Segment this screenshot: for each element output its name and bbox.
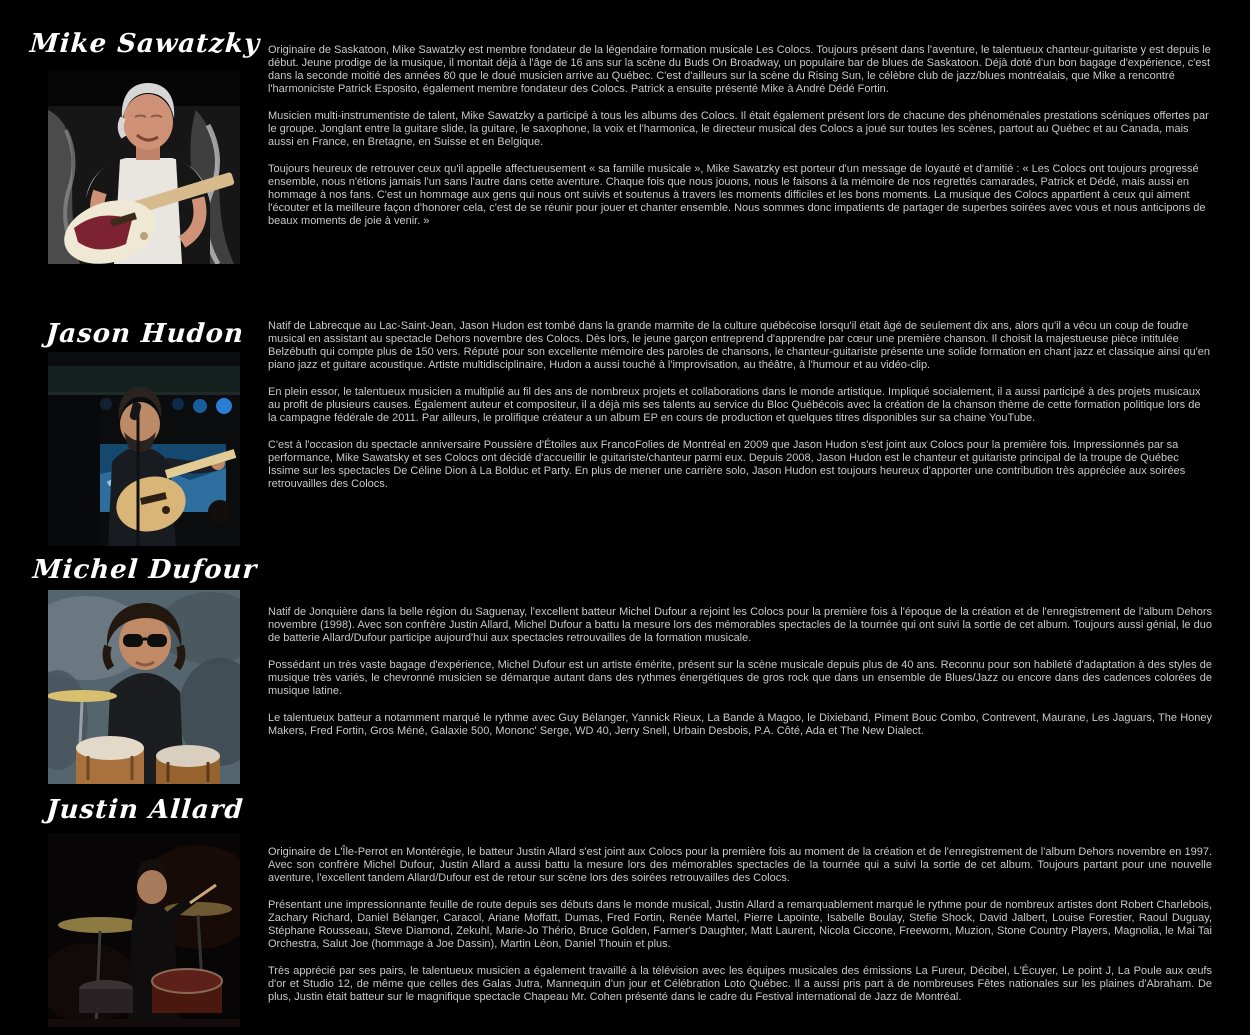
bio-paragraph: Musicien multi-instrumentiste de talent, Mike Sawatzky a participé à tous les albums des Colocs. Il était également présent lors de chacune des phénoménales prestations scéniques offertes par le groupe. Jonglant entre la guitare slide, la guitare, le saxophone, la voix et l'harmonica, le directeur musical des Colocs a joué sur toutes les scènes, partout au Québec et au Canada, mais aussi en France, en Bretagne, en Suisse et en Belgique. — [268, 110, 1209, 148]
bio-paragraph: Natif de Labrecque au Lac-Saint-Jean, Jason Hudon est tombé dans la grande marmite de la culture québécoise lorsqu'il était âgé de seulement dix ans, alors qu'il a vécu un coup de foudre musical en assistant au spectacle Dehors novembre des Colocs. Dès lors, le jeune garçon entreprend d'apprendre par cœur une première chanson. Il choisit la majestueuse pièce intitulée Belzébuth qui compte plus de 150 vers. Réputé pour son excellente mémoire des paroles de chansons, le chanteur-guitariste présente une solide formation en chant jazz et classique ainsi qu'en piano jazz et guitare acoustique. Artiste multidisciplinaire, Hudon a aussi touché à l'improvisation, au théâtre, à l'humour et au vidéo-clip. — [268, 320, 1210, 371]
bio-mike-sawatzky — [268, 44, 1212, 242]
member-name-justin-allard: Justin Allard — [45, 795, 245, 825]
bio-jason-hudon — [268, 320, 1212, 505]
bio-paragraph: Originaire de L'Île-Perrot en Montérégie, le batteur Justin Allard s'est joint aux Colocs pour la première fois au moment de la création et de l'enregistrement de l'album Dehors novembre en 1997. Avec son confrère Michel Dufour, Justin Allard a aussi battu la mesure lors des mémorables spectacles de la tournée qui a suivi la sortie de cet album. Toujours partant pour une nouvelle aventure, l'excellent tandem Allard/Dufour est de retour sur scène lors des soirées retrouvailles des Colocs. — [268, 846, 1212, 884]
justin-allard-photo — [48, 833, 240, 1027]
mike-sawatzky-photo — [48, 70, 240, 264]
bio-justin-allard — [268, 846, 1212, 1018]
jason-hudon-photo — [48, 352, 240, 546]
michel-dufour-photo — [48, 590, 240, 784]
bio-paragraph: C'est à l'occasion du spectacle anniversaire Poussière d'Étoiles aux FrancoFolies de Montréal en 2009 que Jason Hudon s'est joint aux Colocs pour la première fois. Impressionnés par sa performance, Mike Sawatsky et ses Colocs ont décidé d'accueillir le guitariste/chanteur parmi eux. Depuis 2008, Jason Hudon est le chanteur et guitariste principal de la troupe de Québec Issime sur les spectacles De Céline Dion à La Bolduc et Party. En plus de mener une carrière solo, Jason Hudon est toujours heureux d'apporter une contribution très appréciée aux soirées retrouvailles des Colocs. — [268, 439, 1186, 490]
bio-paragraph: Toujours heureux de retrouver ceux qu'il appelle affectueusement « sa famille musicale », Mike Sawatzky est porteur d'un message de loyauté et d'amitié : « Les Colocs ont toujours progressé ensemble, nous n'étions jamais l'un sans l'autre dans cette aventure. Chaque fois que nous jouons, nous le faisons à la mémoire de nos regrettés camarades, Patrick et Dédé, mais aussi en hommage à nos fans. C'est un hommage aux gens qui nous ont suivis et soutenus à travers les moments difficiles et les bons moments. La musique des Colocs appartient à ceux qui aiment l'écouter et la meilleure façon d'honorer cela, c'est de se réunir pour jouer et chanter ensemble. Nous sommes donc impatients de partager de superbes soirées avec vous et nous anticipons de beaux moments de joie à venir. » — [268, 163, 1206, 227]
bio-paragraph: Très apprécié par ses pairs, le talentueux musicien a également travaillé à la télévision avec les équipes musicales des émissions La Fureur, Décibel, L'Écuyer, Le point J, La Poule aux œufs d'or et Studio 12, de même que celles des Galas Jutra, Mannequin d'un jour et Célébration Loto Québec. Il a aussi pris part à de nombreuses Fêtes nationales sur les plaines d'Abraham. De plus, Justin était batteur sur le magnifique spectacle Chapeau Mr. Cohen présenté dans le cadre du Festival international de Jazz de Montréal. — [268, 965, 1212, 1003]
bio-michel-dufour — [268, 606, 1212, 752]
bio-paragraph: Le talentueux batteur a notamment marqué le rythme avec Guy Bélanger, Yannick Rieux, La Bande à Magoo, le Dixieband, Piment Bouc Combo, Contrevent, Maurane, Les Jaguars, The Honey Makers, Fred Fortin, Gros Méné, Galaxie 500, Mononc' Serge, WD 40, Jerry Snell, Urbain Desbois, P.A. Côté, Ada et The New Dialect. — [268, 712, 1212, 737]
member-name-mike-sawatzky: Mike Sawatzky — [28, 29, 262, 59]
bio-paragraph: Possédant un très vaste bagage d'expérience, Michel Dufour est un artiste émérite, présent sur la scène musicale depuis plus de 40 ans. Reconnu pour son habileté d'adaptation à des styles de musique très variés, le chevronné musicien se démarque autant dans des rythmes énergétiques de gros rock que dans un ensemble de Blues/Jazz ou encore dans des cadences colorées de musique latine. — [268, 659, 1212, 697]
bio-paragraph: En plein essor, le talentueux musicien a multiplié au fil des ans de nombreux projets et collaborations dans le monde artistique. Impliqué socialement, il a aussi participé à des projets musicaux au profit de plusieurs causes. Également auteur et compositeur, il a déjà mis ses talents au service du Bloc Québécois avec la création de la chanson thème de cette formation politique lors de la campagne fédérale de 2011. Par ailleurs, le prolifique créateur a un album EP en cours de production et quelques titres disponibles sur sa chaine YouTube. — [268, 386, 1201, 424]
bio-paragraph: Présentant une impressionnante feuille de route depuis ses débuts dans le monde musical, Justin Allard a remarquablement marqué le rythme pour de nombreux artistes dont Robert Charlebois, Zachary Richard, Daniel Bélanger, Caracol, Ariane Moffatt, Dumas, Fred Fortin, Renée Martel, Pierre Lapointe, Isabelle Boulay, Stefie Shock, David Jalbert, Louise Forestier, Raoul Duguay, Stéphane Rousseau, Steve Diamond, Zekuhl, Marie-Jo Thério, Bruce Golden, Farmer's Daughter, Matt Laurent, Nicola Ciccone, Freeworm, Muzion, Stone Country Players, Magnolia, le Mai Tai Orchestra, Salut Joe (hommage à Joe Dassin), Martin Léon, Daniel Thouin et plus. — [268, 899, 1212, 950]
bio-paragraph: Originaire de Saskatoon, Mike Sawatzky est membre fondateur de la légendaire formation musicale Les Colocs. Toujours présent dans l'aventure, le talentueux chanteur-guitariste y est depuis le début. Jeune prodige de la musique, il montait déjà à l'âge de 16 ans sur la scène du Buds On Broadway, un populaire bar de blues de Saskatoon. Déjà doté d'un bon bagage d'expérience, c'est dans la seconde moitié des années 80 que le doué musicien arrive au Québec. C'est d'ailleurs sur la scène du Rising Sun, le célèbre club de jazz/blues montréalais, que Mike a rencontré l'harmoniciste Patrick Esposito, également membre fondateur des Colocs. Patrick a ensuite présenté Mike à André Dédé Fortin. — [268, 44, 1211, 95]
member-name-jason-hudon: Jason Hudon — [44, 319, 246, 349]
bio-paragraph: Natif de Jonquière dans la belle région du Saguenay, l'excellent batteur Michel Dufour a rejoint les Colocs pour la première fois à l'époque de la création et de l'enregistrement de l'album Dehors novembre (1998). Avec son confrère Justin Allard, Michel Dufour a battu la mesure lors des mémorables spectacles de la tournée qui ont suivi la sortie de cet album. Toujours aussi génial, le duo de batterie Allard/Dufour participe aujourd'hui aux spectacles retrouvailles de la formation musicale. — [268, 606, 1212, 644]
member-name-michel-dufour: Michel Dufour — [31, 555, 259, 585]
